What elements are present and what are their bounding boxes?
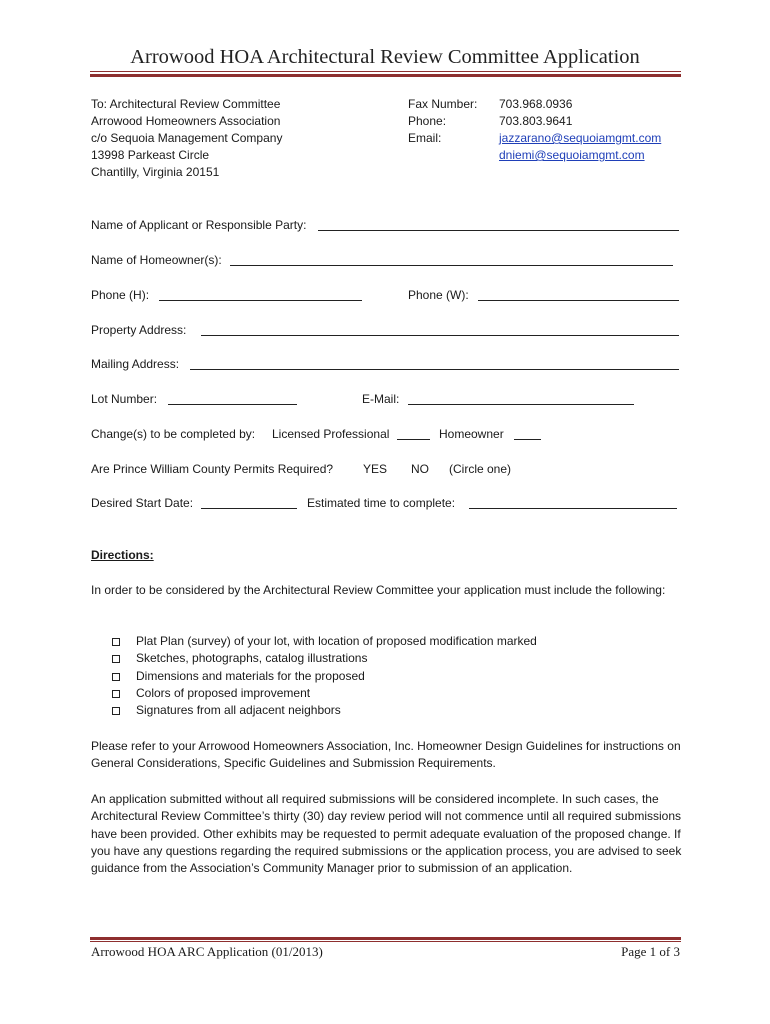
title-rule-thin <box>90 71 681 72</box>
circle-one-note: (Circle one) <box>449 462 512 476</box>
licensed-professional-field[interactable] <box>397 439 430 440</box>
list-item: Signatures from all adjacent neighbors <box>111 702 537 719</box>
permits-label: Are Prince William County Permits Required? <box>91 462 334 476</box>
address-line-2: Arrowood Homeowners Association <box>91 114 281 128</box>
address-line-5: Chantilly, Virginia 20151 <box>91 165 220 179</box>
permits-yes-option[interactable]: YES <box>363 462 388 476</box>
checkbox-icon <box>112 690 120 698</box>
applicant-label: Name of Applicant or Responsible Party: <box>91 218 307 232</box>
homeowner-option-field[interactable] <box>514 439 541 440</box>
list-item: Plat Plan (survey) of your lot, with location of proposed modification marked <box>111 633 537 650</box>
phone-h-field[interactable] <box>159 300 362 301</box>
lot-field[interactable] <box>168 404 297 405</box>
address-line-3: c/o Sequoia Management Company <box>91 131 283 145</box>
phone-value: 703.803.9641 <box>499 114 573 128</box>
checkbox-icon <box>112 655 120 663</box>
property-label: Property Address: <box>91 323 187 337</box>
address-line-1: To: Architectural Review Committee <box>91 97 281 111</box>
lot-label: Lot Number: <box>91 392 158 406</box>
phone-w-field[interactable] <box>478 300 679 301</box>
footer-page-number: Page 1 of 3 <box>621 944 680 959</box>
list-item: Colors of proposed improvement <box>111 685 537 702</box>
page-title: Arrowood HOA Architectural Review Committee Application <box>130 46 640 68</box>
email-link-1[interactable]: jazzarano@sequoiamgmt.com <box>499 131 662 145</box>
mailing-label: Mailing Address: <box>91 357 180 371</box>
footer-doc-title: Arrowood HOA ARC Application (01/2013) <box>91 944 323 959</box>
email-label: Email: <box>408 131 442 145</box>
phone-w-label: Phone (W): <box>408 288 469 302</box>
phone-h-label: Phone (H): <box>91 288 150 302</box>
homeowner-option-label: Homeowner <box>439 427 504 441</box>
changes-label: Change(s) to be completed by: <box>91 427 256 441</box>
checkbox-icon <box>112 707 120 715</box>
homeowner-field[interactable] <box>230 265 673 266</box>
footer-rule-thin <box>90 941 681 942</box>
estimate-label: Estimated time to complete: <box>307 496 456 510</box>
footer-rule-thick <box>90 937 681 940</box>
email-field[interactable] <box>408 404 634 405</box>
applicant-field[interactable] <box>318 230 679 231</box>
estimate-field[interactable] <box>469 508 677 509</box>
fax-value: 703.968.0936 <box>499 97 573 111</box>
title-rule-thick <box>90 74 681 77</box>
homeowner-label: Name of Homeowner(s): <box>91 253 222 267</box>
list-item: Dimensions and materials for the proposed <box>111 668 537 685</box>
phone-label: Phone: <box>408 114 447 128</box>
address-line-4: 13998 Parkeast Circle <box>91 148 210 162</box>
start-date-field[interactable] <box>201 508 297 509</box>
incomplete-paragraph: An application submitted without all required submissions will be considered incomplete. In such cases, the Architectural Review Committee’s thirty (30) day review period will not commence until all required submissions have been provided. Other exhibits may be requested to permit adequate evaluation of the proposed change. If you have any questions regarding the required submissions or the application process, you are advised to seek guidance from the Association’s Community Manager prior to submission of an application. <box>91 792 682 876</box>
checkbox-icon <box>112 673 120 681</box>
list-item: Sketches, photographs, catalog illustrations <box>111 650 537 667</box>
email-field-label: E-Mail: <box>362 392 400 406</box>
mailing-field[interactable] <box>190 369 679 370</box>
permits-no-option[interactable]: NO <box>411 462 429 476</box>
property-field[interactable] <box>201 335 679 336</box>
guidelines-paragraph: Please refer to your Arrowood Homeowners Association, Inc. Homeowner Design Guidelines for instructions on General Considerations, Specific Guidelines and Submission Requirements. <box>91 739 681 771</box>
directions-heading: Directions: <box>91 548 154 562</box>
checkbox-icon <box>112 638 120 646</box>
directions-intro: In order to be considered by the Architectural Review Committee your application must include the following: <box>91 583 666 597</box>
fax-label: Fax Number: <box>408 97 478 111</box>
licensed-professional-label: Licensed Professional <box>272 427 390 441</box>
start-date-label: Desired Start Date: <box>91 496 194 510</box>
email-link-2[interactable]: dniemi@sequoiamgmt.com <box>499 148 645 162</box>
requirements-list <box>111 633 537 719</box>
